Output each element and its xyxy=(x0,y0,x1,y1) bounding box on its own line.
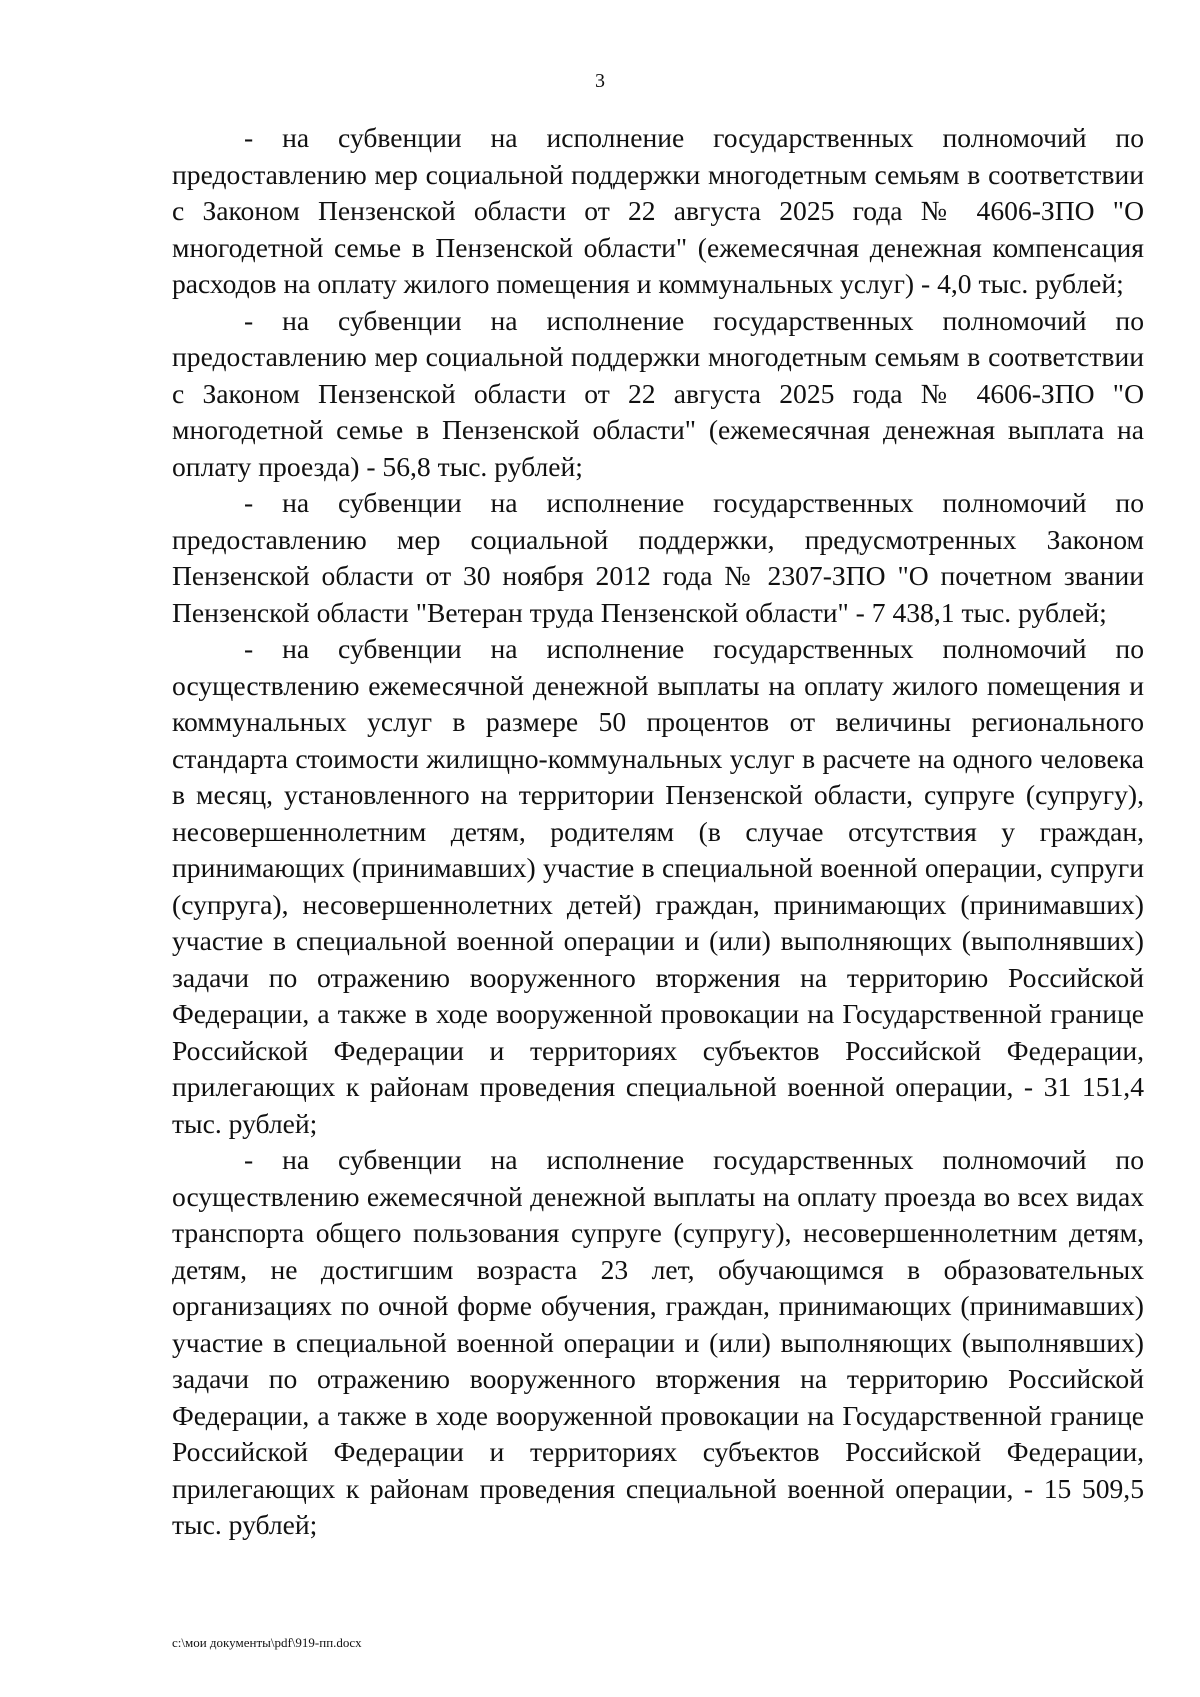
footer-file-path: c:\мои документы\pdf\919-пп.docx xyxy=(172,1635,362,1650)
paragraph-subvention-transport-payment: - на субвенции на исполнение государственных полномочий по осуществлению ежемесячной денежной выплаты на оплату проезда во всех видах транспорта общего пользования супруге (супругу), несовершеннолетним детям, детям, не достигшим возраста 23 лет, обучающимся в образовательных организациях по очной форме обучения, граждан, принимающих (принимавших) участие в специальной военной операции и (или) выполняющих (выполнявших) задачи по отражению вооруженного вторжения на территорию Российской Федерации, а также в ходе вооруженной провокации на Государственной границе Российской Федерации и территориях субъектов Российской Федерации, прилегающих к районам проведения специальной военной операции, - 15 509,5 тыс. рублей; xyxy=(172,1144,1144,1540)
paragraph-subvention-compensation: - на субвенции на исполнение государственных полномочий по предоставлению мер социальной поддержки многодетным семьям в соответствии с Законом Пензенской области от 22 августа 2025 года № 4606-ЗПО "О многодетной семье в Пензенской области" (ежемесячная денежная компенсация расходов на оплату жилого помещения и коммунальных услуг) - 4,0 тыс. рублей; xyxy=(172,122,1144,299)
paragraph-subvention-travel: - на субвенции на исполнение государственных полномочий по предоставлению мер социальной поддержки многодетным семьям в соответствии с Законом Пензенской области от 22 августа 2025 года № 4606-ЗПО "О многодетной семье в Пензенской области" (ежемесячная денежная выплата на оплату проезда) - 56,8 тыс. рублей; xyxy=(172,304,1144,482)
document-body xyxy=(172,120,1144,1544)
paragraph-subvention-labor-veteran: - на субвенции на исполнение государственных полномочий по предоставлению мер социальной поддержки, предусмотренных Законом Пензенской области от 30 ноября 2012 года № 2307-ЗПО "О почетном звании Пензенской области "Ветеран труда Пензенской области" - 7 438,1 тыс. рублей; xyxy=(172,487,1144,628)
paragraph-subvention-housing-payment: - на субвенции на исполнение государственных полномочий по осуществлению ежемесячной денежной выплаты на оплату жилого помещения и коммунальных услуг в размере 50 процентов от величины регионального стандарта стоимости жилищно-коммунальных услуг в расчете на одного человека в месяц, установленного на территории Пензенской области, супруге (супругу), несовершеннолетним детям, родителям (в случае отсутствия у граждан, принимающих (принимавших) участие в специальной военной операции, супруги (супруга), несовершеннолетних детей) граждан, принимающих (принимавших) участие в специальной военной операции и (или) выполняющих (выполнявших) задачи по отражению вооруженного вторжения на территорию Российской Федерации, а также в ходе вооруженной провокации на Государственной границе Российской Федерации и территориях субъектов Российской Федерации, прилегающих к районам проведения специальной военной операции, - 31 151,4 тыс. рублей; xyxy=(172,633,1144,1139)
page-number: 3 xyxy=(595,70,605,92)
